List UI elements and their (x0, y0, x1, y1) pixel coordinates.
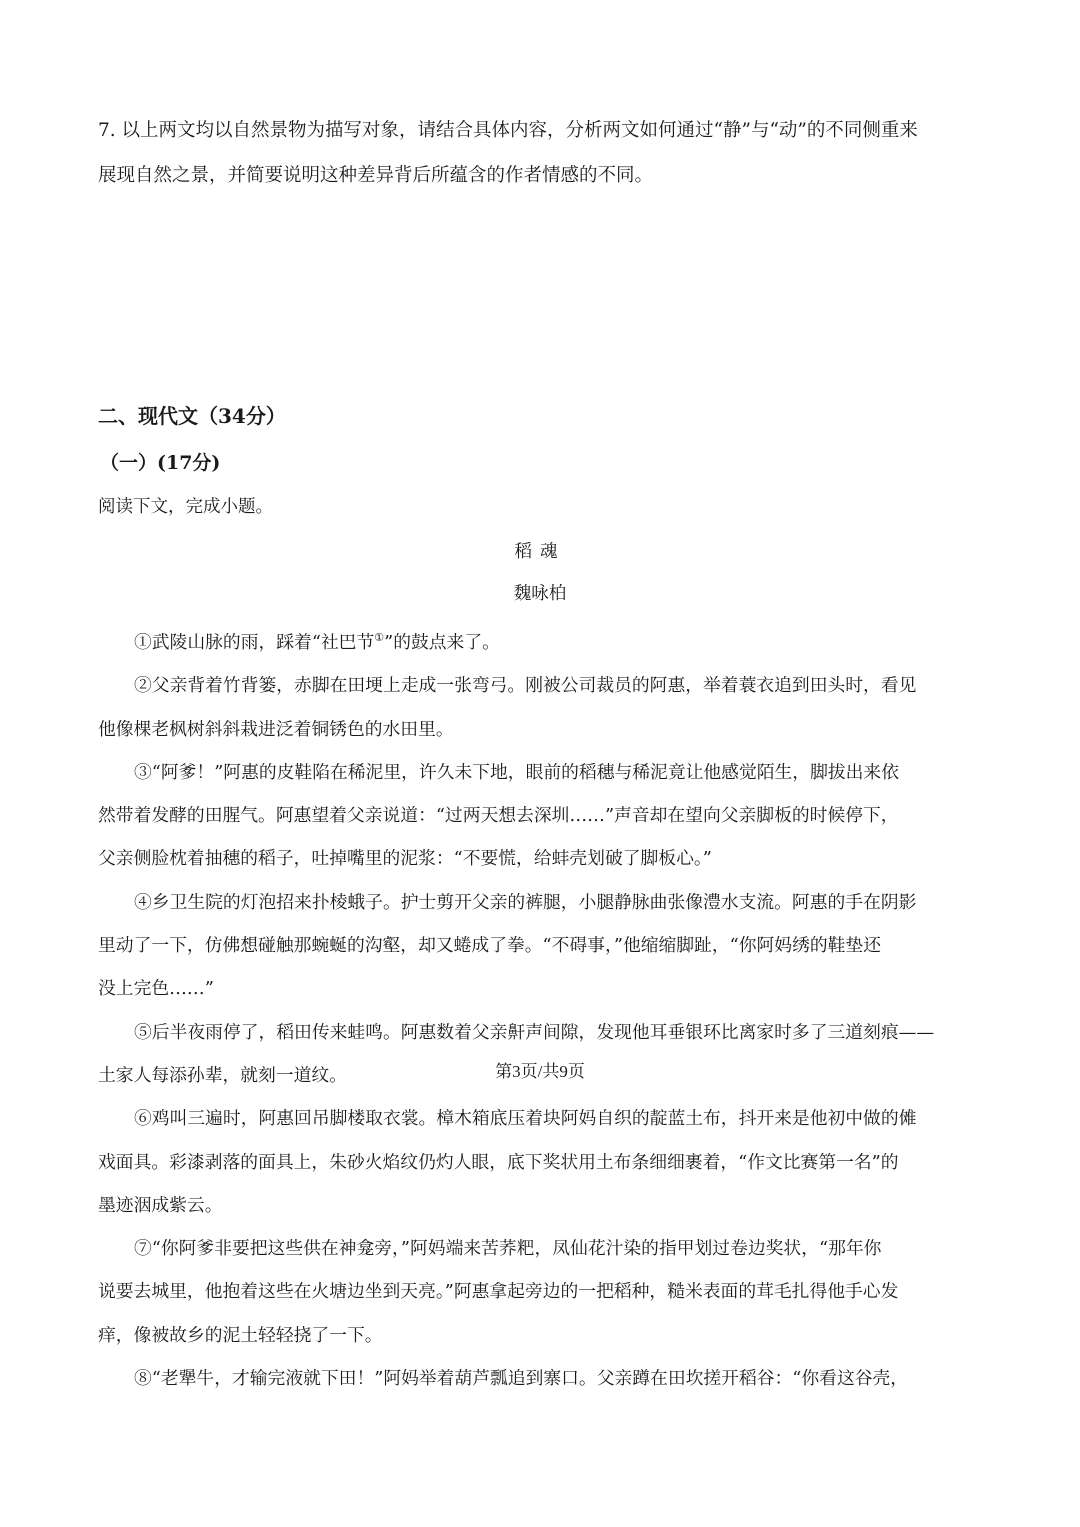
paragraph-5-line-2: 土家人每添孙辈，就刻一道纹。 (98, 1064, 347, 1086)
paragraph-3-line-1: ③“阿爹！”阿惠的皮鞋陷在稀泥里，许久未下地，眼前的稻穗与稀泥竟让他感觉陌生，脚拔出来依 (134, 761, 899, 783)
paragraph-3-line-2: 然带着发酵的田腥气。阿惠望着父亲说道：“过两天想去深圳……”声音却在望向父亲脚板的时候停下， (98, 805, 899, 827)
paragraph-3-line-3: 父亲侧脸枕着抽穗的稻子，吐掉嘴里的泥浆：“不要慌，给蚌壳划破了脚板心。” (98, 848, 712, 870)
paragraph-2-line-2: 他像棵老枫树斜斜栽进泛着铜锈色的水田里。 (98, 718, 454, 740)
paragraph-7-line-3: 痒，像被故乡的泥土轻轻挠了一下。 (98, 1324, 383, 1346)
paragraph-4-line-1: ④乡卫生院的灯泡招来扑棱蛾子。护士剪开父亲的裤腿，小腿静脉曲张像澧水支流。阿惠的手在阴影 (134, 891, 917, 913)
paragraph-2-line-1: ②父亲背着竹背篓，赤脚在田埂上走成一张弯弓。刚被公司裁员的阿惠，举着蓑衣追到田头时，看见 (134, 675, 917, 697)
footnote-marker: ① (374, 631, 385, 645)
paragraph-6-line-2: 戏面具。彩漆剥落的面具上，朱砂火焰纹仍灼人眼，底下奖状用土布条细细裹着，“作文比赛第一名”的 (98, 1151, 899, 1173)
paragraph-6-line-1: ⑥鸡叫三遍时，阿惠回吊脚楼取衣裳。樟木箱底压着块阿妈自织的靛蓝土布，抖开来是他初中做的傩 (134, 1108, 917, 1130)
question-7 (98, 108, 984, 198)
paragraph-7-line-2: 说要去城里，他抱着这些在火塘边坐到天亮。”阿惠拿起旁边的一把稻种，糙米表面的茸毛扎得他手心发 (98, 1281, 899, 1303)
question-7-line-2: 展现自然之景，并简要说明这种差异背后所蕴含的作者情感的不同。 (98, 165, 654, 186)
section-title: 二、现代文（34分） (98, 404, 286, 428)
article-author: 魏咏柏 (513, 584, 567, 604)
article-title: 稻魂 (514, 542, 566, 562)
subsection-title: （一）(17分) (100, 452, 221, 474)
paragraph-4-line-3: 没上完色……” (98, 978, 214, 1000)
paragraph-8-line-1: ⑧“老犟牛，才输完液就下田！”阿妈举着葫芦瓢追到寨口。父亲蹲在田坎搓开稻谷：“你看这谷壳， (134, 1368, 909, 1390)
paragraph-1-text-b: ”的鼓点来了。 (384, 632, 500, 653)
paragraph-5-line-1: ⑤后半夜雨停了，稻田传来蛙鸣。阿惠数着父亲鼾声间隙，发现他耳垂银环比离家时多了三道刻痕—— (134, 1021, 935, 1043)
reading-instruction: 阅读下文，完成小题。 (98, 497, 273, 517)
paragraph-1-text-a: ①武陵山脉的雨，踩着“社巴节 (134, 632, 375, 653)
article-body (98, 621, 984, 1400)
paragraph-4-line-2: 里动了一下，仿佛想碰触那蜿蜒的沟壑，却又蜷成了拳。“不碍事，”他缩缩脚趾，“你阿妈绣的鞋垫还 (98, 935, 881, 957)
question-7-line-1: 7. 以上两文均以自然景物为描写对象，请结合具体内容，分析两文如何通过“静”与“动”的不同侧重来 (98, 120, 918, 141)
page-number: 第3页/共9页 (495, 1062, 585, 1081)
paragraph-6-line-3: 墨迹洇成紫云。 (98, 1194, 223, 1216)
paragraph-7-line-1: ⑦“你阿爹非要把这些供在神龛旁，”阿妈端来苦荞粑，凤仙花汁染的指甲划过卷边奖状，“那年你 (134, 1238, 882, 1260)
paragraph-1 (98, 621, 984, 664)
